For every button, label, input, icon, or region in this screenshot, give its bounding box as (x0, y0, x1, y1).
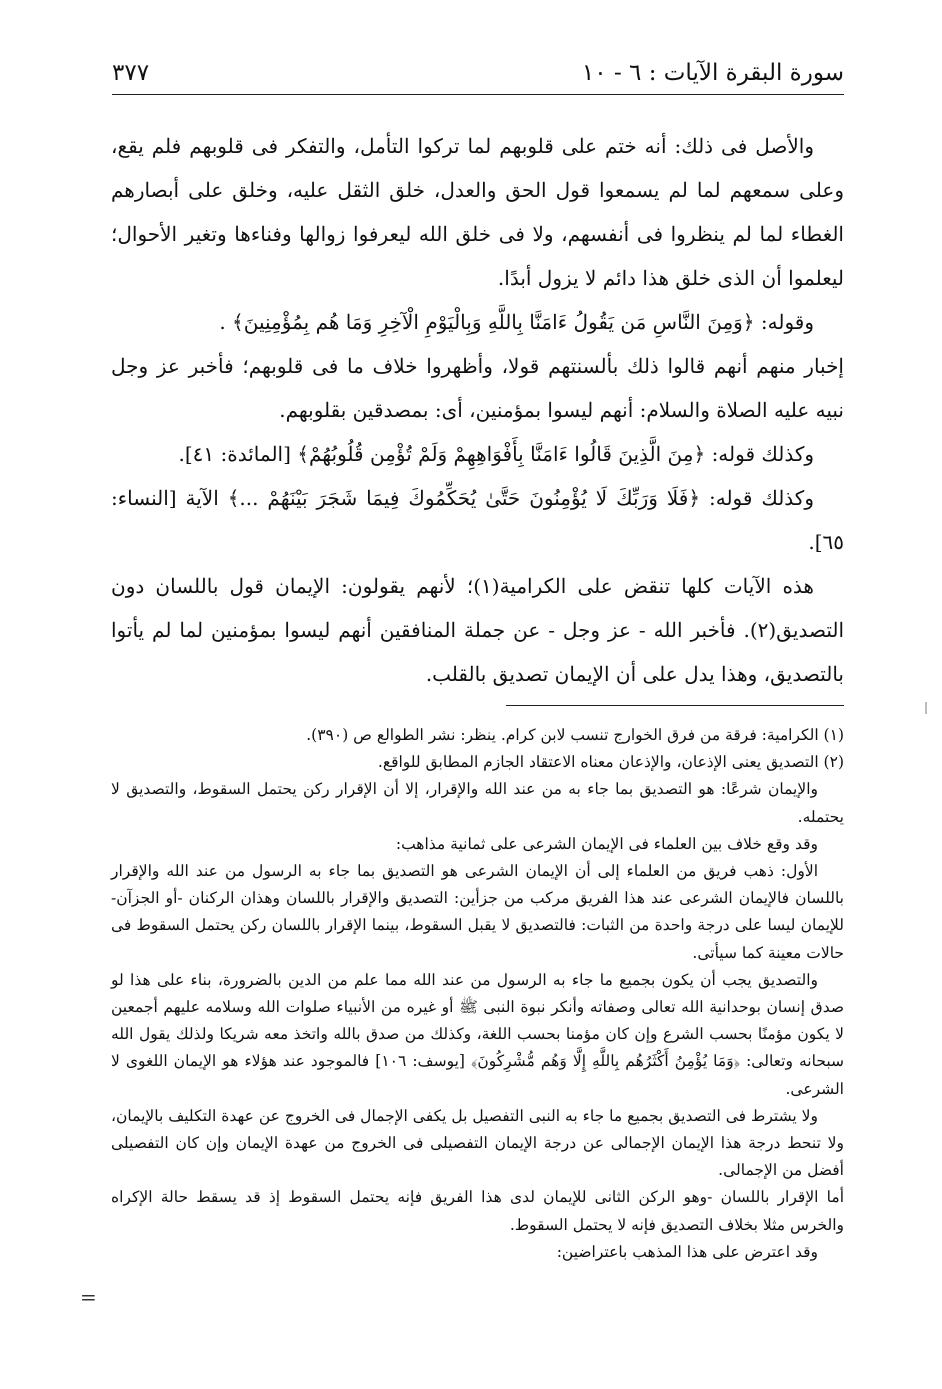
footnote-paragraph: والإيمان شرعًا: هو التصديق بما جاء به من عند الله والإقرار، إلا أن الإقرار ركن يحتمل السقوط، والتصديق لا يحتمله. (111, 780, 844, 826)
body-paragraph: وقوله: ﴿وَمِنَ النَّاسِ مَن يَقُولُ ءَامَنَّا بِاللَّهِ وَبِالْيَوْمِ الْآخِرِ وَمَا هُم بِمُؤْمِنِينَ﴾ . (219, 310, 814, 334)
header-title: سورة البقرة الآيات : ٦ - ١٠ (581, 60, 844, 86)
body-paragraph: هذه الآيات كلها تنقض على الكرامية(١)؛ لأنهم يقولون: الإيمان قول باللسان دون التصديق(٢). فأخبر الله - عز وجل - عن جملة المنافقين أنهم ليسوا بمؤمنين لما لم يأتوا بالتصديق، وهذا يدل على أن الإيمان تصديق بالقلب. (111, 574, 844, 686)
footnote-paragraph: وقد وقع خلاف بين العلماء فى الإيمان الشرعى على ثمانية مذاهب: (395, 834, 818, 853)
footnote: (٢) التصديق يعنى الإذعان، والإذعان معناه الاعتقاد الجازم المطابق للواقع. (377, 753, 844, 772)
footnote-paragraph: وقد اعترض على هذا المذهب باعتراضين: (556, 1242, 818, 1261)
footnote-divider (506, 705, 844, 706)
footnote-paragraph: ولا يشترط فى التصديق بجميع ما جاء به النبى التفصيل بل يكفى الإجمال فى الخروج عن عهدة التكليف بالإيمان، ولا تنحط درجة هذا الإيمان الإجمالى عن درجة الإيمان التفصيلى فى الخروج من عهدة الإيمان وإن كان التفصيلى أفضل من الإجمالى. (111, 1106, 844, 1180)
body-paragraph: إخبار منهم أنهم قالوا ذلك بألسنتهم قولا، وأظهروا خلاف ما فى قلوبهم؛ فأخبر عز وجل نبيه عليه الصلاة والسلام: أنهم ليسوا بمؤمنين، أى: بمصدقين بقلوبهم. (111, 354, 844, 422)
footnote-paragraph: والتصديق يجب أن يكون بجميع ما جاء به الرسول من عند الله مما علم من الدين بالضرورة، بناء على هذا لو صدق إنسان بوحدانية الله تعالى وصفاته وأنكر نبوة النبى ﷺ أو غيره من الأنبياء صلوات الله وسلامه عليهم أجمعين لا يكون مؤمنًا بحسب الشرع وإن كان مؤمنا بحسب اللغة، وكذلك من صدق بالله واتخذ معه شريكا ولذلك يقول الله سبحانه وتعالى: ﴿وَمَا يُؤْمِنُ أَكْثَرُهُم بِاللَّهِ إِلَّا وَهُم مُّشْرِكُونَ﴾ [يوسف: ١٠٦] فالموجود عند هؤلاء هو الإيمان اللغوى لا الشرعى. (111, 970, 845, 1098)
page-number: ٣٧٧ (112, 60, 150, 86)
footnotes (111, 722, 844, 1266)
main-text (111, 124, 844, 696)
scan-artifact (925, 702, 927, 714)
body-paragraph: وكذلك قوله: ﴿مِنَ الَّذِينَ قَالُوا ءَامَنَّا بِأَفْوَاهِهِمْ وَلَمْ تُؤْمِن قُلُوبُهُمْ﴾ [المائدة: ٤١]. (178, 442, 814, 466)
footnote-paragraph: أما الإقرار باللسان -وهو الركن الثانى للإيمان لدى هذا الفريق فإنه يحتمل السقوط إذ قد يسقط حالة الإكراه والخرس مثلا بخلاف التصديق فإنه لا يحتمل السقوط. (111, 1188, 844, 1234)
body-paragraph: وكذلك قوله: ﴿فَلَا وَرَبِّكَ لَا يُؤْمِنُونَ حَتَّىٰ يُحَكِّمُوكَ فِيمَا شَجَرَ بَيْنَهُمْ ...﴾ الآية [النساء: ٦٥]. (111, 486, 844, 554)
running-header (112, 58, 844, 95)
footnote-paragraph: الأول: ذهب فريق من العلماء إلى أن الإيمان الشرعى هو التصديق بما جاء به الرسول من عند الله والإقرار باللسان فالإيمان الشرعى عند هذا الفريق مركب من جزأين: التصديق والإقرار باللسان وهذان الركنان -أو الجزآن- للإيمان ليسا على درجة واحدة من الثبات: فالتصديق لا يقبل السقوط، بينما الإقرار باللسان ركن يحتمل السقوط فى حالات معينة كما سيأتى. (111, 862, 844, 962)
continuation-mark: = (80, 1285, 97, 1309)
footnote: (١) الكرامية: فرقة من فرق الخوارج تنسب لابن كرام. ينظر: نشر الطوالع ص (٣٩٠). (306, 726, 844, 744)
body-paragraph: والأصل فى ذلك: أنه ختم على قلوبهم لما تركوا التأمل، والتفكر فى قلوبهم فلم يقع، وعلى سمعهم لما لم يسمعوا قول الحق والعدل، خلق الثقل عليه، وخلق على أبصارهم الغطاء لما لم ينظروا فى أنفسهم، ولا فى خلق الله ليعرفوا زوالها وفناءها وتغير الأحوال؛ ليعلموا أن الذى خلق هذا دائم لا يزول أبدًا. (111, 134, 844, 290)
